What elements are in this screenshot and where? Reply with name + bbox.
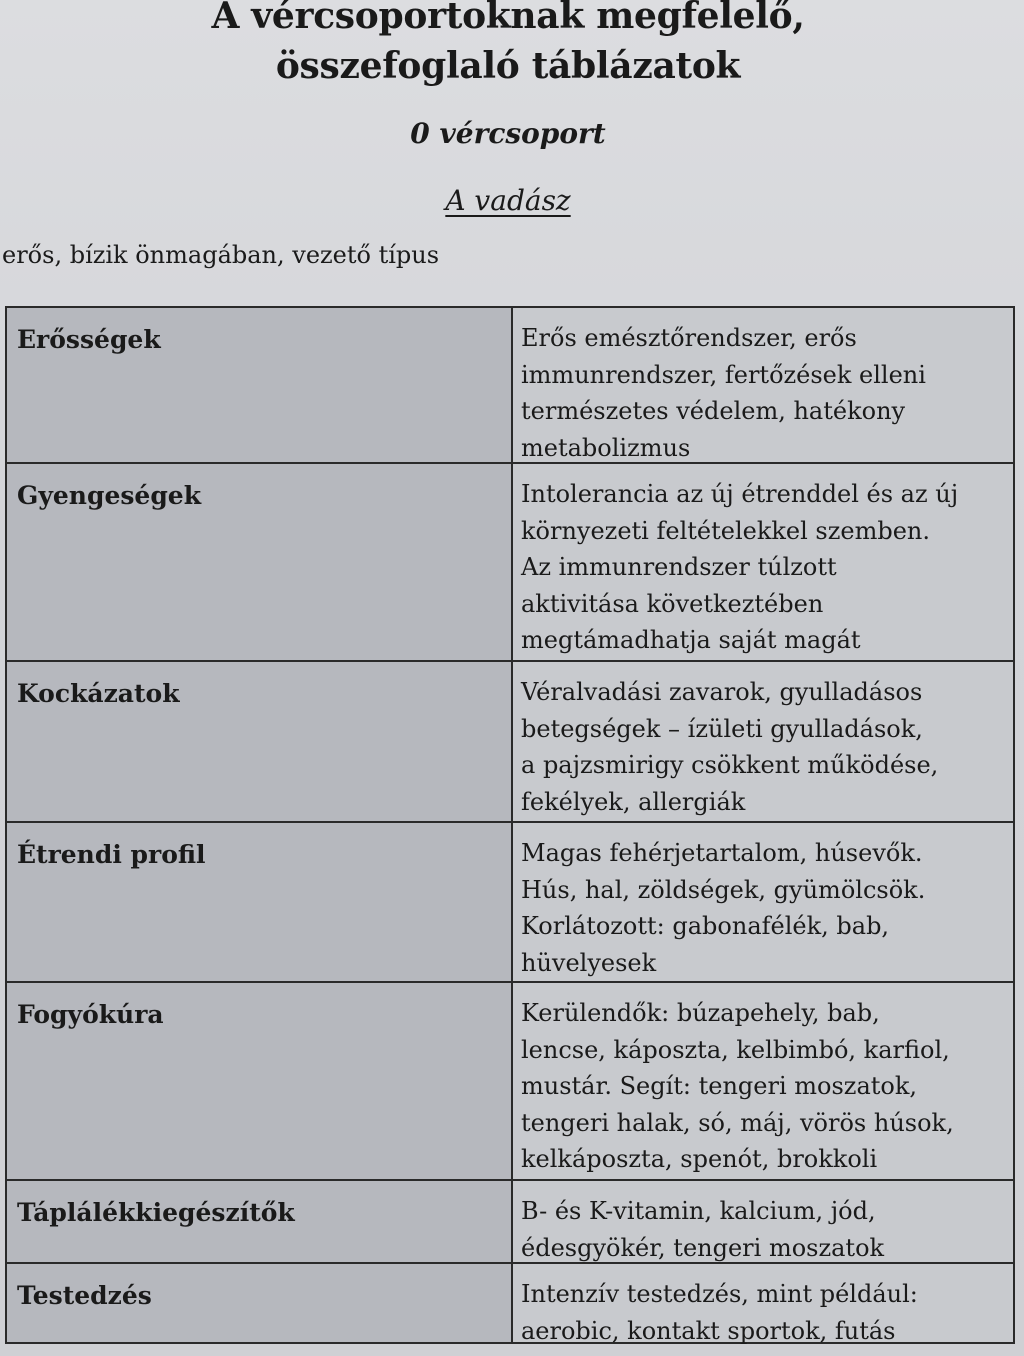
table-row-diet-profile <box>7 823 1013 983</box>
row-label: Gyengeségek <box>7 464 513 660</box>
row-value-line: B- és K-vitamin, kalcium, jód, <box>521 1197 876 1225</box>
row-value-line: metabolizmus <box>521 433 691 462</box>
row-value-line: Magas fehérjetartalom, húsevők. <box>521 839 923 867</box>
row-value-line: Véralvadási zavarok, gyulladásos <box>521 678 923 706</box>
row-value-line: fekélyek, allergiák <box>521 787 746 816</box>
summary-table <box>5 306 1015 1344</box>
row-value-line: Erős emésztőrendszer, erős <box>521 324 857 352</box>
table-row-strengths <box>7 308 1013 464</box>
row-value-line: betegségek – ízületi gyulladások, <box>521 714 923 743</box>
row-value <box>513 1181 1013 1262</box>
row-value-line: hüvelyesek <box>521 948 657 977</box>
row-value-line: megtámadhatja saját magát <box>521 626 861 654</box>
row-value-line: édesgyökér, tengeri moszatok <box>521 1233 885 1262</box>
row-value-line: Intenzív testedzés, mint például: <box>521 1280 918 1308</box>
row-value-line: aerobic, kontakt sportok, futás <box>521 1316 896 1345</box>
row-label: Táplálékkiegészítők <box>7 1181 513 1262</box>
row-value-line: Korlátozott: gabonafélék, bab, <box>521 912 890 940</box>
row-value-line: aktivitása következtében <box>521 589 824 618</box>
row-value <box>513 823 1013 981</box>
table-row-supplements <box>7 1181 1013 1264</box>
row-value <box>513 308 1013 462</box>
table-row-risks <box>7 662 1013 823</box>
row-label: Erősségek <box>7 308 513 462</box>
row-label: Fogyókúra <box>7 983 513 1179</box>
row-value-line: Az immunrendszer túlzott <box>521 553 837 581</box>
row-value <box>513 662 1013 821</box>
table-row-weaknesses <box>7 464 1013 662</box>
table-row-weight-loss <box>7 983 1013 1181</box>
row-value <box>513 1264 1013 1345</box>
row-label: Testedzés <box>7 1264 513 1342</box>
page-title-line1: A vércsoportoknak megfelelő, <box>211 0 805 37</box>
table-row-exercise <box>7 1264 1013 1345</box>
row-value-line: Intolerancia az új étrenddel és az új <box>521 480 959 508</box>
row-label: Étrendi profil <box>7 823 513 981</box>
page-title-line2: összefoglaló táblázatok <box>275 45 741 87</box>
row-value-line: Kerülendők: búzapehely, bab, <box>521 999 880 1027</box>
row-value-line: a pajzsmirigy csökkent működése, <box>521 751 939 779</box>
row-value-line: kelkáposzta, spenót, brokkoli <box>521 1145 878 1173</box>
row-value <box>513 464 1013 660</box>
row-value-line: mustár. Segít: tengeri moszatok, <box>521 1072 918 1100</box>
row-value-line: lencse, káposzta, kelbimbó, karfiol, <box>521 1035 950 1064</box>
type-description: erős, bízik önmagában, vezető típus <box>2 241 440 269</box>
row-value-line: természetes védelem, hatékony <box>521 397 906 425</box>
row-value <box>513 983 1013 1179</box>
row-label: Kockázatok <box>7 662 513 821</box>
blood-group-heading: 0 vércsoport <box>410 117 606 150</box>
row-value-line: immunrendszer, fertőzések elleni <box>521 360 926 389</box>
type-heading-text: A vadász <box>445 184 571 217</box>
type-heading <box>0 181 1016 221</box>
row-value-line: Hús, hal, zöldségek, gyümölcsök. <box>521 875 926 904</box>
row-value-line: tengeri halak, só, máj, vörös húsok, <box>521 1108 954 1137</box>
row-value-line: környezeti feltételekkel szemben. <box>521 516 930 545</box>
